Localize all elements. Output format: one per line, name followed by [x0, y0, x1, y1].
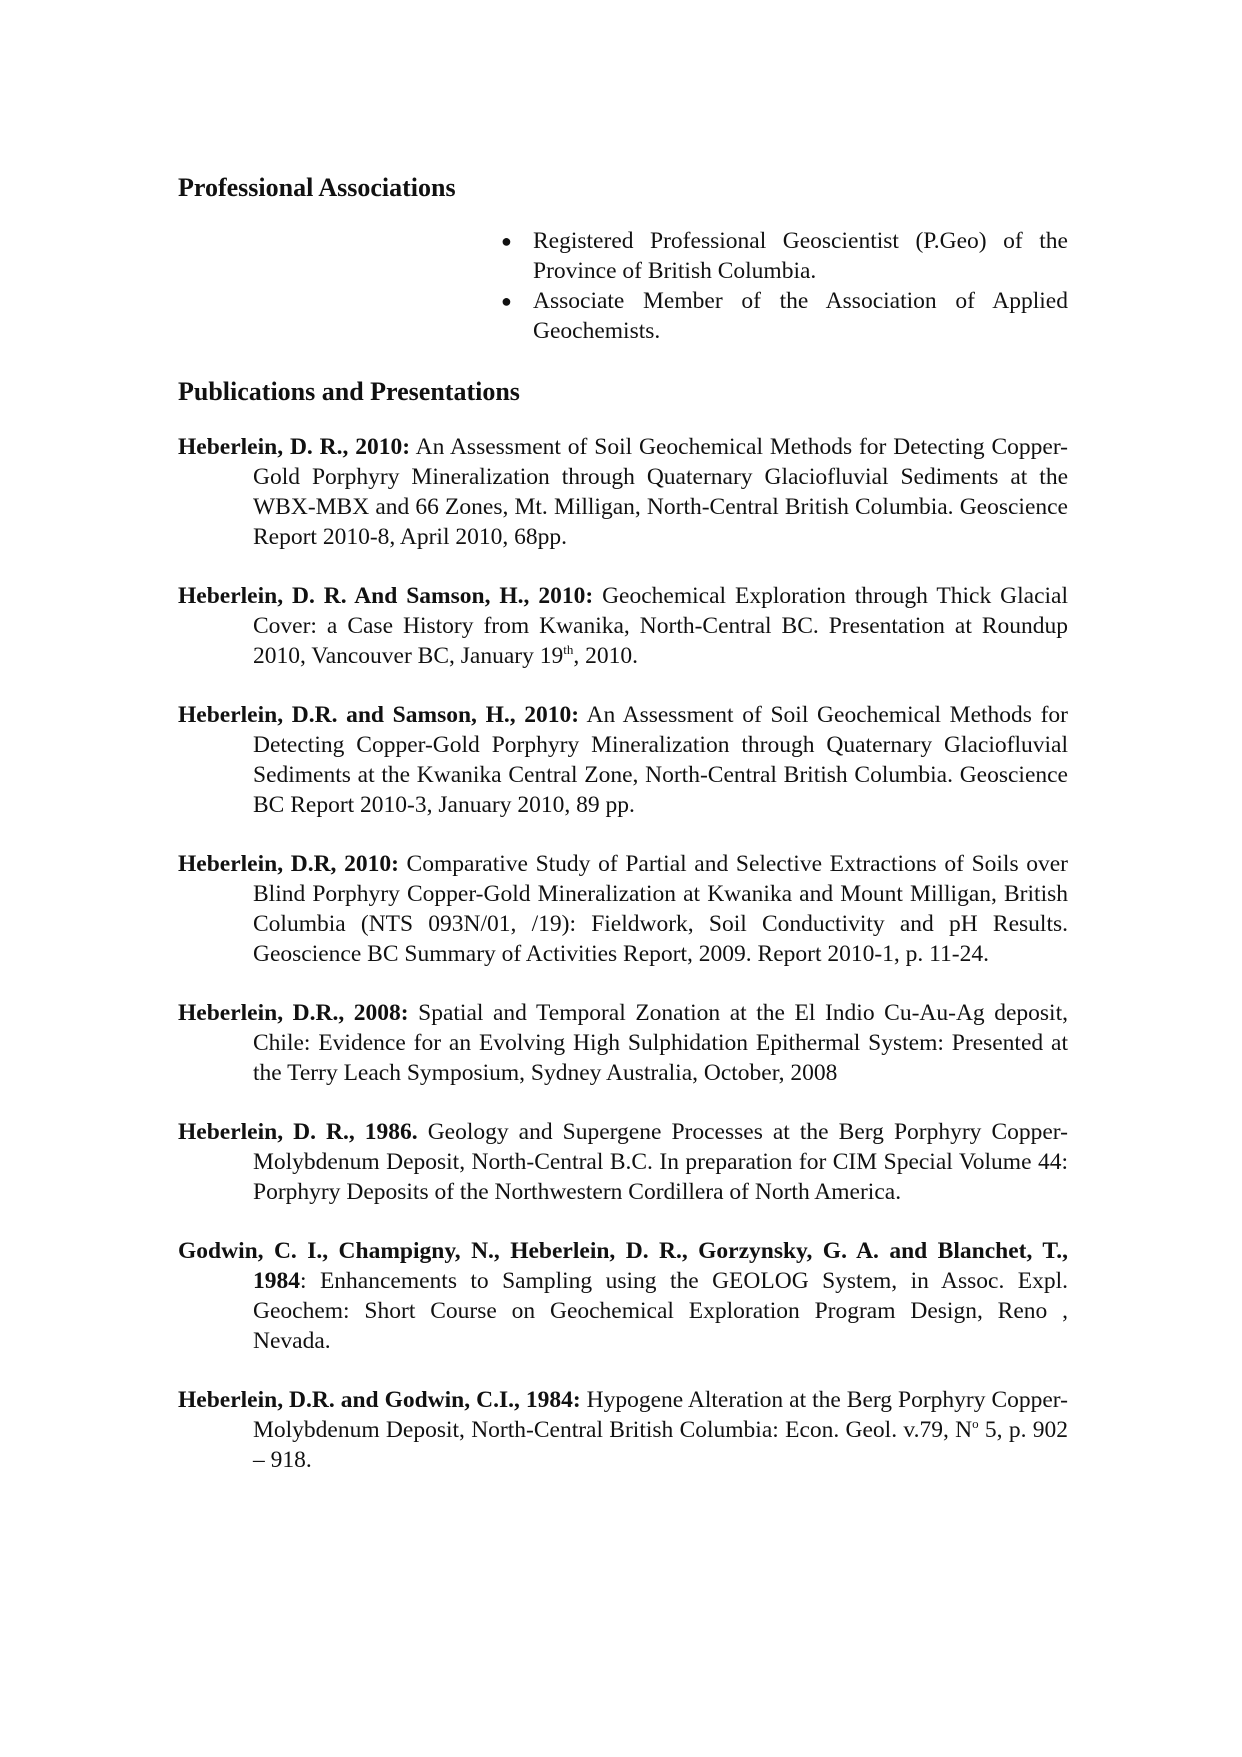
- publication-entry: [178, 1117, 1068, 1207]
- association-text: Associate Member of the Association of Applied Geochemists.: [533, 288, 1068, 344]
- publication-entry: [178, 1236, 1068, 1356]
- publication-entry: [178, 849, 1068, 969]
- publication-text-after: 5, p. 902 – 918.: [253, 1417, 1068, 1473]
- publication-entry: [178, 1385, 1068, 1475]
- publication-author: Godwin, C. I., Champigny, N., Heberlein, D. R., Gorzynsky, G. A. and Blanchet, T., 1984: [178, 1238, 1068, 1294]
- list-item: [498, 286, 1068, 346]
- bullet-icon: ●: [501, 291, 512, 311]
- publication-text: An Assessment of Soil Geochemical Methods for Detecting Copper-Gold Porphyry Mineralization through Quaternary Glaciofluvial Sediments at the WBX-MBX and 66 Zones, Mt. Milligan, North-Central British Columbia. Geoscience Report 2010-8, April 2010, 68pp.: [253, 434, 1068, 550]
- publication-text-after: , 2010.: [573, 643, 638, 669]
- publication-entry: [178, 700, 1068, 820]
- section-heading-publications: Publications and Presentations: [178, 377, 520, 406]
- publication-author: Heberlein, D. R., 1986.: [178, 1119, 418, 1145]
- publication-author: Heberlein, D. R. And Samson, H., 2010:: [178, 583, 594, 609]
- publication-text: Geology and Supergene Processes at the Berg Porphyry Copper-Molybdenum Deposit, North-Central B.C. In preparation for CIM Special Volume 44: Porphyry Deposits of the Northwestern Cordillera of North America.: [253, 1119, 1068, 1205]
- publication-text: An Assessment of Soil Geochemical Methods for Detecting Copper-Gold Porphyry Mineralization through Quaternary Glaciofluvial Sediments at the Kwanika Central Zone, North-Central British Columbia. Geoscience BC Report 2010-3, January 2010, 89 pp.: [253, 702, 1069, 818]
- publication-text: Hypogene Alteration at the Berg Porphyry Copper-Molybdenum Deposit, North-Central British Columbia: Econ. Geol. v.79, N: [253, 1387, 1068, 1443]
- publications-list: [178, 432, 1068, 1475]
- publication-text: Spatial and Temporal Zonation at the El Indio Cu-Au-Ag deposit, Chile: Evidence for an Evolving High Sulphidation Epithermal System: Presented at the Terry Leach Symposium, Sydney Australia, October, 2008: [253, 1000, 1068, 1086]
- publication-author: Heberlein, D.R., 2008:: [178, 1000, 409, 1026]
- publication-entry: [178, 432, 1068, 552]
- publication-text: Geochemical Exploration through Thick Glacial Cover: a Case History from Kwanika, North-Central BC. Presentation at Roundup 2010, Vancouver BC, January 19: [253, 583, 1068, 669]
- publication-text: Comparative Study of Partial and Selective Extractions of Soils over Blind Porphyry Copper-Gold Mineralization at Kwanika and Mount Milligan, British Columbia (NTS 093N/01, /19): Fieldwork, Soil Conductivity and pH Results. Geoscience BC Summary of Activities Report, 2009. Report 2010-1, p. 11-24.: [253, 851, 1068, 967]
- list-item: [498, 226, 1068, 286]
- publication-author: Heberlein, D. R., 2010:: [178, 434, 411, 460]
- section-heading-professional-associations: Professional Associations: [178, 173, 456, 202]
- publication-author: Heberlein, D.R. and Godwin, C.I., 1984:: [178, 1387, 581, 1413]
- publication-text: : Enhancements to Sampling using the GEOLOG System, in Assoc. Expl. Geochem: Short Course on Geochemical Exploration Program Design, Reno , Nevada.: [253, 1268, 1068, 1354]
- publication-author: Heberlein, D.R, 2010:: [178, 851, 399, 877]
- page-content: [178, 172, 1068, 1504]
- association-text: Registered Professional Geoscientist (P.Geo) of the Province of British Columbia.: [533, 228, 1068, 284]
- bullet-icon: ●: [501, 231, 512, 251]
- associations-list: [498, 226, 1068, 346]
- superscript: th: [563, 642, 574, 657]
- publication-author: Heberlein, D.R. and Samson, H., 2010:: [178, 702, 580, 728]
- publication-entry: [178, 998, 1068, 1088]
- publication-entry: [178, 581, 1068, 671]
- superscript: o: [972, 1416, 979, 1431]
